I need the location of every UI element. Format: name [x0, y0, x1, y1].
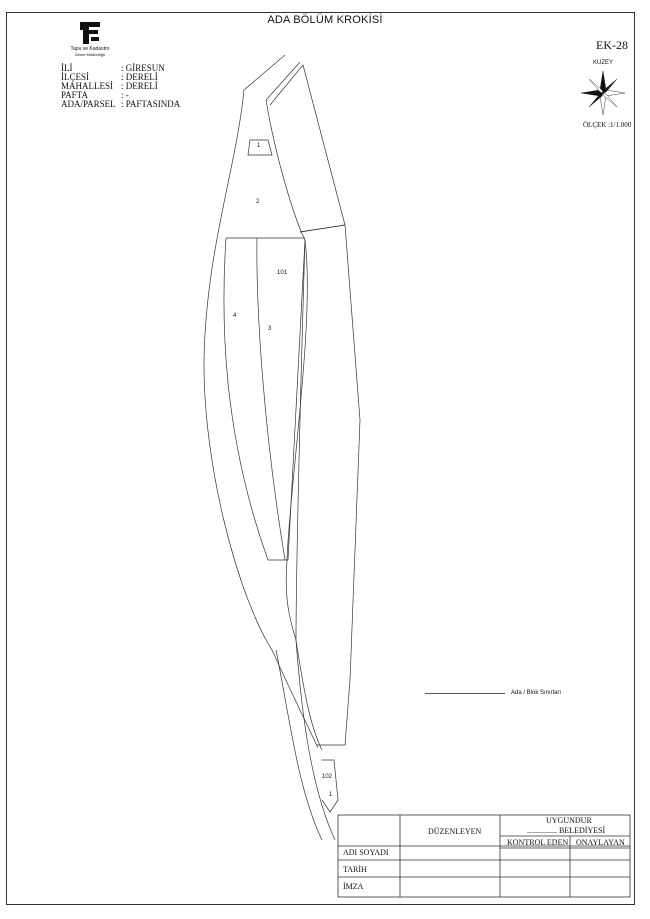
parcel-label-2: 2 — [256, 199, 260, 205]
info-value: : - — [121, 90, 129, 100]
parcel-label-4: 4 — [233, 313, 237, 319]
info-key: PAFTA — [61, 90, 88, 100]
info-key: İLİ — [61, 63, 73, 73]
info-value: : DERELİ — [121, 72, 158, 82]
parcel-label-101: 101 — [277, 270, 288, 276]
scale-label: ÖLÇEK :1/1.000 — [583, 121, 632, 129]
duzenleyen-label: DÜZENLEYEN — [428, 827, 482, 836]
logo-line1: Tapu ve Kadastro — [70, 46, 110, 52]
info-value: : DERELİ — [121, 81, 158, 91]
parcel-label-102: 102 — [322, 774, 333, 780]
form-code: EK-28 — [596, 38, 628, 52]
onaylayan-label: ONAYLAYAN — [576, 838, 625, 847]
belediye-label: ............... BELEDİYESİ — [527, 826, 606, 835]
legend-label: Ada / Blok Sınırları — [511, 690, 562, 696]
parcel-label-102-1: 1 — [329, 792, 333, 798]
info-value: : PAFTASINDA — [121, 99, 181, 109]
kontrol-label: KONTROL EDEN — [507, 838, 569, 847]
logo-line2: Genel Müdürlüğü — [74, 52, 106, 57]
info-value: : GİRESUN — [121, 63, 165, 73]
parcel-label-3: 3 — [268, 326, 272, 332]
north-label: KUZEY — [593, 60, 614, 66]
imza-label: İMZA — [343, 882, 364, 891]
parcel-label-1: 1 — [257, 143, 261, 149]
info-key: İLÇESİ — [61, 72, 89, 82]
page-title: ADA BÖLÜM KROKİSİ — [267, 14, 383, 26]
tarih-label: TARİH — [343, 865, 367, 874]
adi-soyadi-label: ADI SOYADI — [343, 848, 389, 857]
uygundur-label: UYGUNDUR — [546, 816, 592, 825]
info-key: ADA/PARSEL — [61, 99, 116, 109]
info-key: MAHALLESİ — [61, 81, 113, 91]
